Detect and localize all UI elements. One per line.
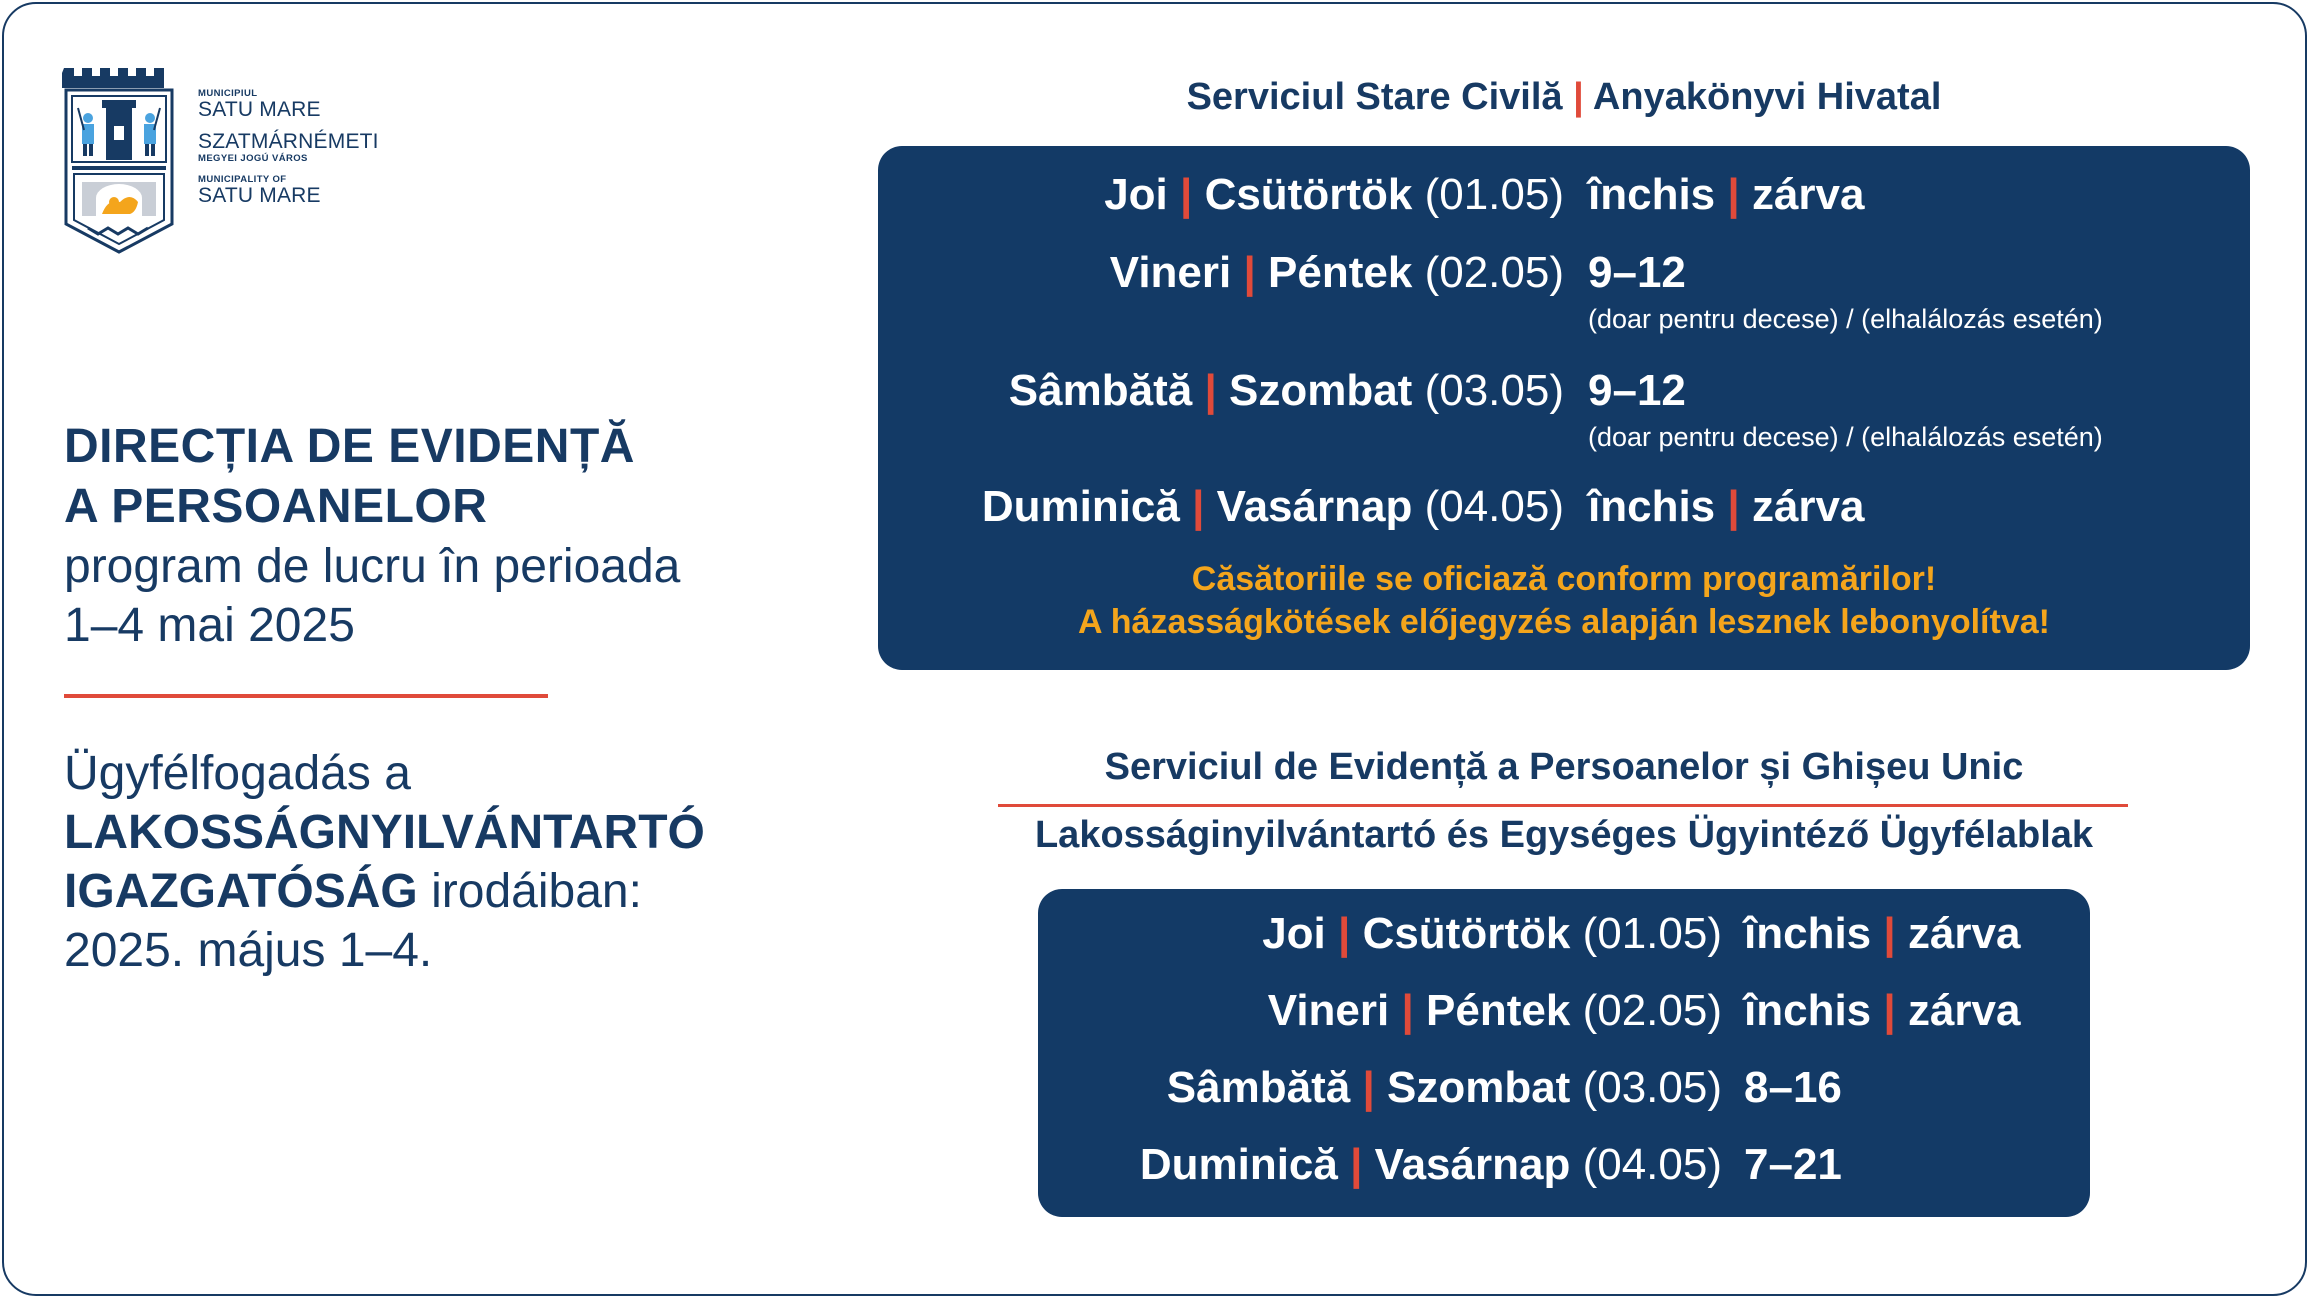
section1-title — [878, 76, 2250, 119]
section2-row1-day: Joi | Csütörtök (01.05) — [1262, 909, 1722, 958]
logo-line-municipality: MUNICIPALITY OF — [198, 174, 287, 185]
section2-row3-day: Sâmbătă | Szombat (03.05) — [1166, 1063, 1722, 1112]
section2-panel — [1038, 889, 2090, 1217]
hu-line2: LAKOSSÁGNYILVÁNTARTÓ — [64, 806, 705, 859]
section1-row2-day: Vineri | Péntek (02.05) — [1109, 248, 1564, 297]
section1-row4-day: Duminică | Vasárnap (04.05) — [981, 482, 1564, 531]
section1-title-pipe: | — [1573, 76, 1584, 118]
section1-notice-ro: Căsătoriile se oficiază conform programărilor! — [1191, 560, 1937, 598]
left-heading-block — [64, 417, 680, 655]
section2-row1-hours: închis | zárva — [1744, 909, 2021, 958]
logo-text — [198, 88, 379, 207]
hu-line3-bold: IGAZGATÓSÁG — [64, 865, 418, 918]
section2-divider — [998, 804, 2128, 807]
section1-row2-hours: 9–12 — [1588, 248, 1686, 297]
section1-notice-hu: A házasságkötések előjegyzés alapján lesznek lebonyolítva! — [1078, 603, 2050, 641]
section1-row2-note: (doar pentru decese) / (elhalálozás esetén) — [1588, 304, 2103, 334]
municipality-logo — [62, 66, 402, 266]
section2-row2-day: Vineri | Péntek (02.05) — [1267, 986, 1722, 1035]
hu-line3 — [64, 862, 705, 921]
section2-row4-hours: 7–21 — [1744, 1140, 1842, 1189]
left-hungarian-block — [64, 744, 705, 980]
section1-row1-hours: închis | zárva — [1588, 170, 1865, 219]
logo-line-megyei: MEGYEI JOGÚ VÁROS — [198, 153, 308, 164]
hu-line3-rest: irodáiban: — [417, 865, 642, 918]
left-divider — [64, 694, 548, 698]
logo-line-municipiul: MUNICIPIUL — [198, 88, 258, 99]
city-coat-of-arms-icon — [62, 66, 176, 266]
section2-title-ro: Serviciul de Evidență a Persoanelor și Ghișeu Unic — [1104, 746, 2024, 788]
section2-row2-hours: închis | zárva — [1744, 986, 2021, 1035]
section1-row3-note: (doar pentru decese) / (elhalálozás esetén) — [1588, 422, 2103, 452]
logo-line-szatmarnemeti: SZATMÁRNÉMETI — [198, 130, 379, 153]
page-subtitle-line1: program de lucru în perioada — [64, 540, 681, 593]
logo-line-satu-mare: SATU MARE — [198, 98, 321, 121]
section1-title-ro: Serviciul Stare Civilă — [1186, 76, 1563, 118]
section1-row4-hours: închis | zárva — [1588, 482, 1865, 531]
page-subtitle-line2: 1–4 mai 2025 — [64, 599, 355, 652]
hu-line4: 2025. május 1–4. — [64, 924, 433, 977]
section2-row3-hours: 8–16 — [1744, 1063, 1842, 1112]
logo-line-satu-mare-en: SATU MARE — [198, 184, 321, 207]
section1-title-hu: Anyakönyvi Hivatal — [1592, 76, 1942, 118]
page-title-line1: DIRECȚIA DE EVIDENȚĂ — [64, 420, 635, 473]
section2-title-hu: Lakosságinyilvántartó és Egységes Ügyintéző Ügyfélablak — [1034, 814, 2094, 856]
page-title-line2: A PERSOANELOR — [64, 480, 488, 533]
section1-row3-hours: 9–12 — [1588, 366, 1686, 415]
section1-row3-day: Sâmbătă | Szombat (03.05) — [1008, 366, 1564, 415]
section2-row4-day: Duminică | Vasárnap (04.05) — [1139, 1140, 1722, 1189]
hu-line1: Ügyfélfogadás a — [64, 747, 411, 800]
section1-row1-day: Joi | Csütörtök (01.05) — [1104, 170, 1564, 219]
section1-panel — [878, 146, 2250, 670]
